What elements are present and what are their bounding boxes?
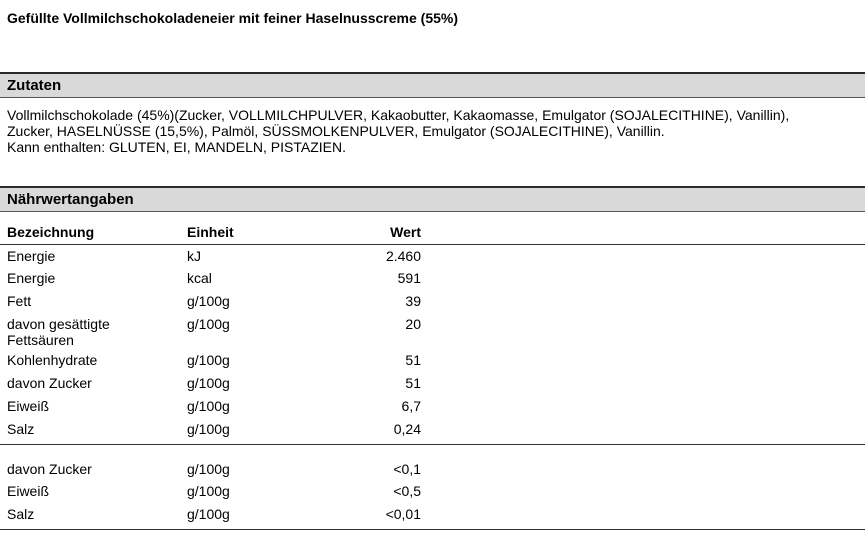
row-name: davon gesättigte Fettsäuren bbox=[7, 316, 110, 348]
product-title: Gefüllte Vollmilchschokoladeneier mit feiner Haselnusscreme (55%) bbox=[7, 10, 459, 26]
ingredients-line: Vollmilchschokolade (45%)(Zucker, VOLLMILCHPULVER, Kakaobutter, Kakaomasse, Emulgator (SOJALECITHINE), Vanillin), bbox=[7, 107, 790, 123]
row-unit: g/100g bbox=[187, 398, 230, 414]
row-value: <0,1 bbox=[393, 461, 421, 477]
table-row bbox=[0, 395, 865, 418]
table-row bbox=[0, 290, 865, 312]
nutrition-table bbox=[0, 219, 865, 441]
row-name: Salz bbox=[7, 421, 35, 437]
table-row bbox=[0, 245, 865, 267]
table-row bbox=[0, 503, 865, 526]
row-unit: g/100g bbox=[187, 352, 230, 368]
row-value: 39 bbox=[405, 293, 421, 309]
row-value: 2.460 bbox=[385, 248, 421, 264]
row-value: 20 bbox=[405, 316, 421, 332]
row-name: Kohlenhydrate bbox=[7, 352, 98, 368]
table-row bbox=[0, 349, 865, 372]
nutrition-table-header-row bbox=[0, 219, 865, 245]
row-unit: g/100g bbox=[187, 375, 230, 391]
nutrition-table-extra bbox=[0, 458, 865, 526]
table-row bbox=[0, 312, 865, 349]
ingredients-section-header bbox=[0, 72, 865, 98]
row-value: 0,24 bbox=[393, 421, 421, 437]
row-name: Eiweiß bbox=[7, 398, 50, 414]
row-name: Salz bbox=[7, 506, 35, 522]
nutrition-section-header bbox=[0, 186, 865, 212]
row-unit: g/100g bbox=[187, 506, 230, 522]
table-row bbox=[0, 458, 865, 480]
row-name: davon Zucker bbox=[7, 375, 92, 391]
ingredients-text bbox=[7, 107, 862, 155]
row-value: 51 bbox=[405, 375, 421, 391]
row-unit: g/100g bbox=[187, 293, 230, 309]
ingredients-header-label: Zutaten bbox=[7, 77, 62, 94]
ingredients-line: Kann enthalten: GLUTEN, EI, MANDELN, PISTAZIEN. bbox=[7, 139, 346, 155]
row-name: Eiweiß bbox=[7, 483, 50, 499]
row-unit: kcal bbox=[187, 270, 212, 286]
ingredients-line: Zucker, HASELNÜSSE (15,5%), Palmöl, SÜSSMOLKENPULVER, Emulgator (SOJALECITHINE), Vanillin. bbox=[7, 123, 665, 139]
row-name: Energie bbox=[7, 248, 56, 264]
row-value: <0,01 bbox=[385, 506, 421, 522]
table-row bbox=[0, 480, 865, 503]
table-row bbox=[0, 418, 865, 441]
row-unit: g/100g bbox=[187, 421, 230, 437]
row-value: <0,5 bbox=[393, 483, 421, 499]
column-header-unit: Einheit bbox=[187, 224, 234, 240]
column-header-name: Bezeichnung bbox=[7, 224, 95, 240]
row-name: davon Zucker bbox=[7, 461, 92, 477]
row-value: 591 bbox=[397, 270, 421, 286]
row-unit: g/100g bbox=[187, 461, 230, 477]
row-unit: kJ bbox=[187, 248, 201, 264]
row-value: 51 bbox=[405, 352, 421, 368]
nutrition-header-label: Nährwertangaben bbox=[7, 191, 134, 208]
row-unit: g/100g bbox=[187, 483, 230, 499]
row-name: Energie bbox=[7, 270, 56, 286]
row-name: Fett bbox=[7, 293, 32, 309]
row-unit: g/100g bbox=[187, 316, 230, 332]
table-row bbox=[0, 372, 865, 395]
table-row bbox=[0, 267, 865, 290]
table-bottom-divider bbox=[0, 529, 865, 530]
column-header-value: Wert bbox=[390, 224, 421, 240]
row-value: 6,7 bbox=[401, 398, 421, 414]
table-divider bbox=[0, 444, 865, 445]
